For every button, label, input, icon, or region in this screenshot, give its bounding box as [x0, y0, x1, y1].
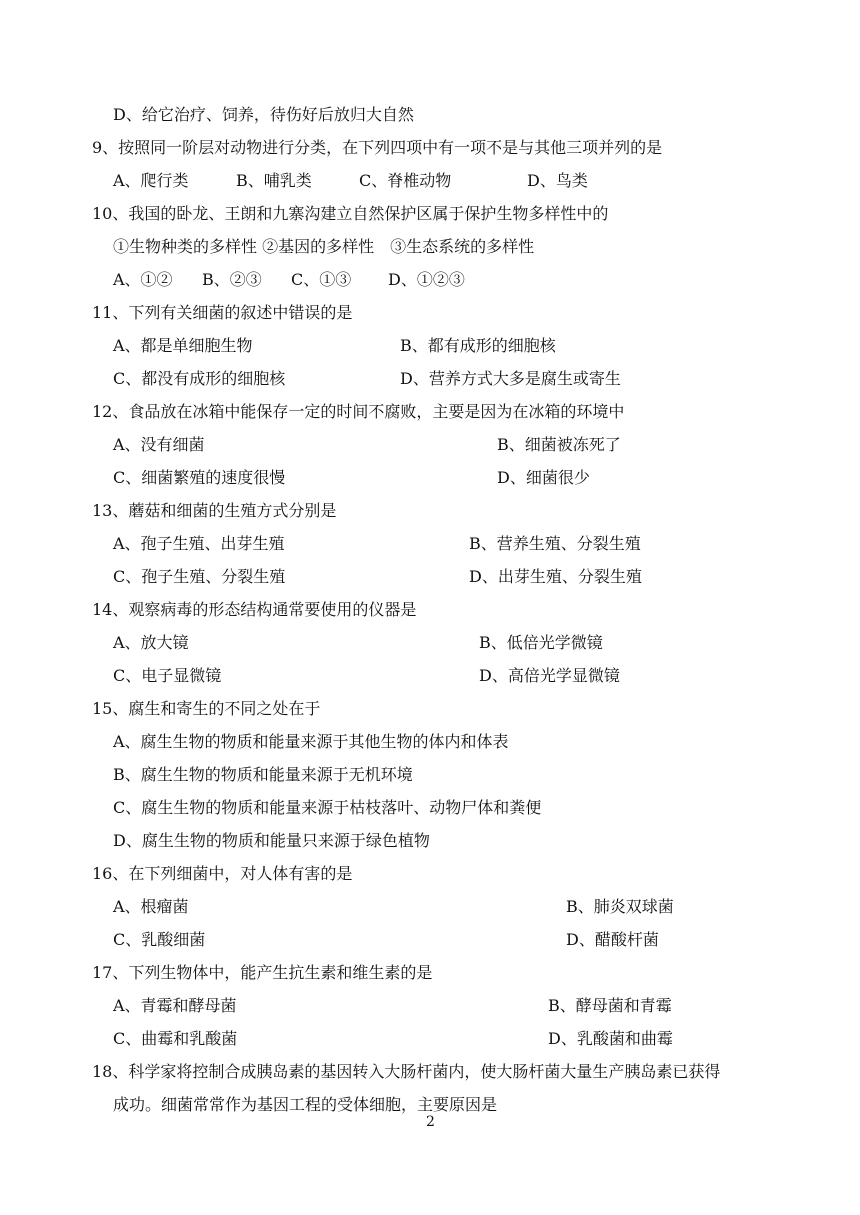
q11-option-d: D、营养方式大多是腐生或寄生 — [400, 369, 621, 388]
q9-option-c: C、脊椎动物 — [359, 171, 452, 190]
q11-option-c: C、都没有成形的细胞核 — [113, 369, 286, 388]
q15-stem: 15、腐生和寄生的不同之处在于 — [92, 699, 321, 718]
q13-option-b: B、营养生殖、分裂生殖 — [469, 534, 641, 553]
q15-option-b: B、腐生生物的物质和能量来源于无机环境 — [113, 765, 413, 784]
q12-option-c: C、细菌繁殖的速度很慢 — [113, 468, 286, 487]
q10-option-b: B、②③ — [202, 270, 262, 289]
q17-option-d: D、乳酸菌和曲霉 — [548, 1029, 673, 1048]
q16-option-c: C、乳酸细菌 — [113, 930, 206, 949]
q9-stem: 9、按照同一阶层对动物进行分类，在下列四项中有一项不是与其他三项并列的是 — [92, 138, 663, 157]
q14-option-b: B、低倍光学微镜 — [479, 633, 603, 652]
q16-stem: 16、在下列细菌中，对人体有害的是 — [92, 864, 353, 883]
q9-option-a: A、爬行类 — [113, 171, 189, 190]
q13-stem: 13、蘑菇和细菌的生殖方式分别是 — [92, 501, 337, 520]
q15-option-a: A、腐生生物的物质和能量来源于其他生物的体内和体表 — [113, 732, 509, 751]
q13-option-c: C、孢子生殖、分裂生殖 — [113, 567, 286, 586]
q14-stem: 14、观察病毒的形态结构通常要使用的仪器是 — [92, 600, 417, 619]
q15-option-d: D、腐生生物的物质和能量只来源于绿色植物 — [113, 831, 430, 850]
q11-stem: 11、下列有关细菌的叙述中错误的是 — [92, 303, 353, 322]
q14-option-c: C、电子显微镜 — [113, 666, 222, 685]
q10-option-a: A、①② — [113, 270, 173, 289]
q13-option-a: A、孢子生殖、出芽生殖 — [113, 534, 285, 553]
q10-option-d: D、①②③ — [388, 270, 465, 289]
q18-stem-continued: 成功。细菌常常作为基因工程的受体细胞，主要原因是 — [113, 1095, 498, 1114]
q10-option-c: C、①③ — [291, 270, 352, 289]
page-number: 2 — [426, 1114, 435, 1130]
q16-option-a: A、根瘤菌 — [113, 897, 189, 916]
q12-option-a: A、没有细菌 — [113, 435, 205, 454]
q8-option-d: D、给它治疗、饲养，待伤好后放归大自然 — [113, 105, 414, 124]
q17-stem: 17、下列生物体中，能产生抗生素和维生素的是 — [92, 963, 433, 982]
q9-option-b: B、哺乳类 — [236, 171, 312, 190]
q11-option-a: A、都是单细胞生物 — [113, 336, 253, 355]
q17-option-c: C、曲霉和乳酸菌 — [113, 1029, 238, 1048]
q14-option-d: D、高倍光学显微镜 — [479, 666, 620, 685]
q16-option-d: D、醋酸杆菌 — [566, 930, 659, 949]
q17-option-b: B、酵母菌和青霉 — [548, 996, 672, 1015]
q14-option-a: A、放大镜 — [113, 633, 189, 652]
q10-sub: ①生物种类的多样性 ②基因的多样性 ③生态系统的多样性 — [113, 237, 535, 256]
q11-option-b: B、都有成形的细胞核 — [400, 336, 556, 355]
q9-option-d: D、鸟类 — [527, 171, 588, 190]
q12-option-b: B、细菌被冻死了 — [497, 435, 621, 454]
q12-stem: 12、食品放在冰箱中能保存一定的时间不腐败，主要是因为在冰箱的环境中 — [92, 402, 625, 421]
q13-option-d: D、出芽生殖、分裂生殖 — [469, 567, 642, 586]
q10-stem: 10、我国的卧龙、王朗和九寨沟建立自然保护区属于保护生物多样性中的 — [92, 204, 609, 223]
q16-option-b: B、肺炎双球菌 — [566, 897, 674, 916]
q18-stem: 18、科学家将控制合成胰岛素的基因转入大肠杆菌内，使大肠杆菌大量生产胰岛素已获得 — [92, 1062, 721, 1081]
q15-option-c: C、腐生生物的物质和能量来源于枯枝落叶、动物尸体和粪便 — [113, 798, 542, 817]
q17-option-a: A、青霉和酵母菌 — [113, 996, 237, 1015]
q12-option-d: D、细菌很少 — [497, 468, 590, 487]
